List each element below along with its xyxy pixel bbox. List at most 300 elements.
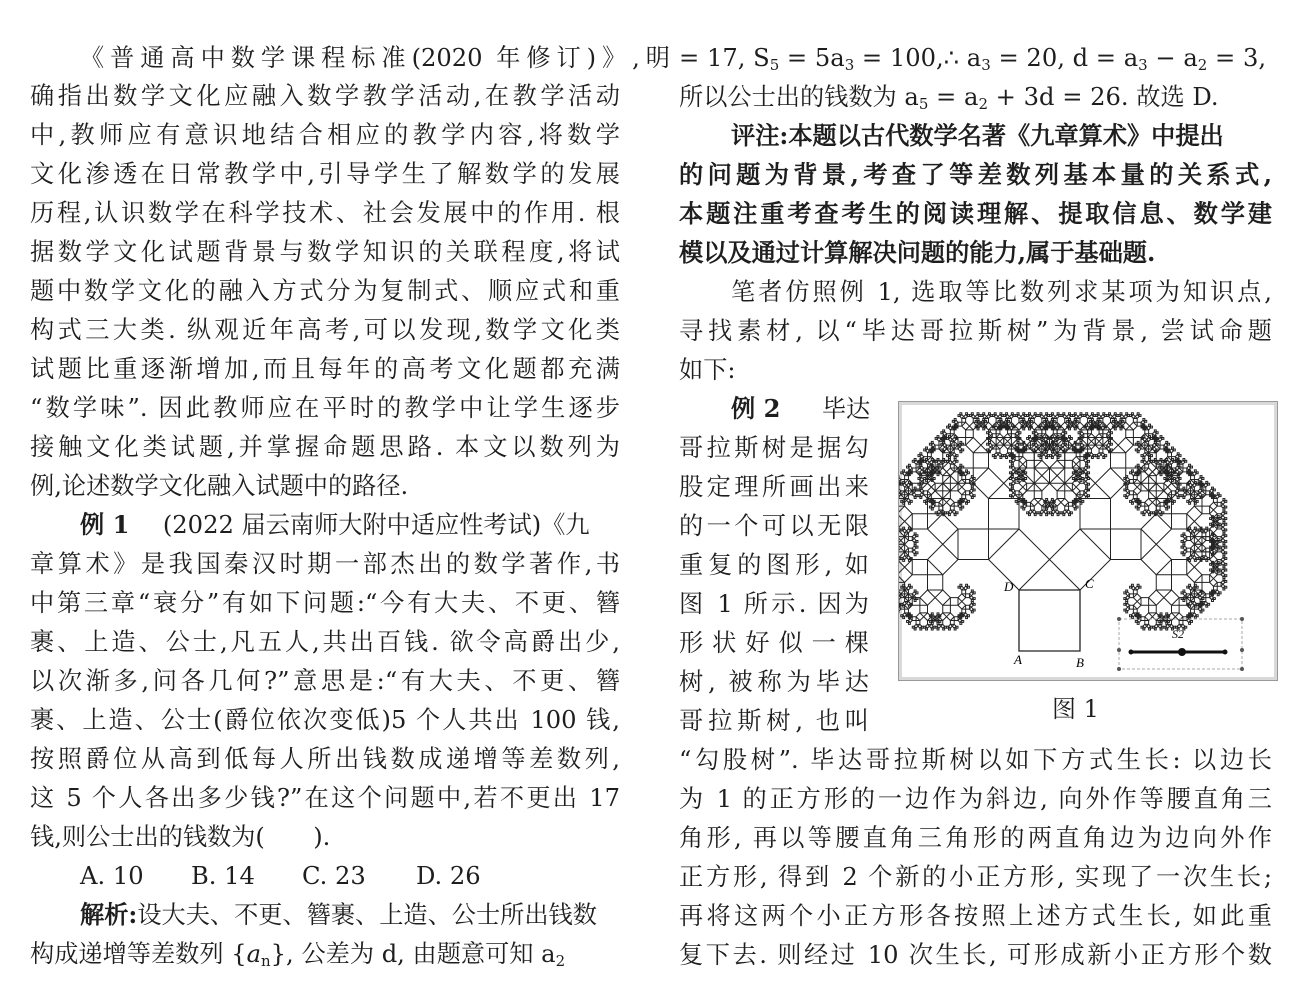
tree-square [1170,449,1174,453]
tree-square [975,415,979,419]
tree-square [1139,415,1141,417]
tree-square [966,594,970,598]
tree-square [1225,500,1227,502]
tree-square [1099,449,1103,453]
tree-square [1135,586,1139,590]
tree-square [1172,560,1187,575]
tree-square [1046,457,1048,459]
tree-square [1074,508,1076,510]
tree-square [1015,491,1019,495]
solution-continuation-line [679,39,1266,77]
example2-line: 再将这两个小正方形各按照上述方式生长, 如此重 [679,902,1272,930]
tree-square [1099,430,1103,434]
tree-square [941,449,943,451]
tree-square [1097,453,1101,457]
tree-square [1130,491,1134,495]
tree-square [1072,457,1080,465]
tree-square [1219,518,1221,520]
tree-square [1145,430,1149,434]
tree-square [1091,457,1093,459]
tree-square [958,422,962,426]
tree-square [1051,508,1053,510]
tree-square [1051,510,1055,514]
tree-square [901,500,903,502]
tree-square [1221,573,1225,577]
tree-square [950,506,954,510]
tree-square [1074,428,1076,430]
tree-square [914,554,916,556]
tree-square [931,613,933,615]
tree-square [1042,430,1046,434]
math-text: = 100,∴ a [854,44,982,72]
tree-square [1189,481,1191,483]
tree-square [1095,468,1126,499]
tree-square [1164,504,1168,508]
tree-square [1065,460,1073,468]
tree-square [954,514,956,516]
tree-square [1086,424,1088,426]
example2-line: 重复的图形, 如 [679,551,869,579]
tree-square [1130,479,1134,483]
tree-square [954,457,956,459]
tree-square [912,468,916,472]
tree-square [1088,466,1090,468]
tree-square [1009,415,1013,419]
tree-square [1084,458,1088,462]
tree-square [935,502,939,506]
example2-line: 图 1 所示. 因为 [679,590,869,618]
tree-square [1221,561,1225,565]
tree-square [907,621,909,623]
math-text: = 3, [1207,44,1267,72]
tree-square [1221,504,1225,508]
math-subscript: 5 [769,55,780,74]
tree-square [1131,584,1133,586]
tree-square [1204,483,1208,487]
tree-squares [899,413,1227,651]
tree-square [1053,430,1057,434]
tree-square [973,603,975,605]
tree-square [1160,502,1164,506]
tree-square [1191,466,1193,468]
tree-square [943,605,951,613]
tree-square [1183,592,1187,596]
tree-square [1051,451,1053,453]
tree-square [996,430,1000,434]
tree-square [920,478,924,482]
tree-square [1179,455,1181,457]
tree-square [1074,413,1076,415]
tree-square [1147,426,1151,430]
tree-square [1143,510,1147,514]
tree-square [924,478,926,480]
example2-line: 角形, 再以等腰直角三角形的两直角边为边向外作 [679,824,1272,852]
tree-square [989,430,991,432]
slider-end [1129,650,1134,655]
tree-square [1145,420,1147,422]
tree-square [1131,413,1133,415]
tree-square [958,504,962,508]
tree-square [960,622,962,624]
tree-square [971,611,973,613]
example2-text: 毕达 [821,395,871,423]
tree-square [1145,464,1149,468]
tree-square [966,617,968,619]
tree-square [924,500,926,502]
comment-line: 本题注重考查考生的阅读理解、提取信息、数学建 [679,199,1272,228]
tree-square [1029,428,1031,430]
tree-square [960,584,962,586]
tree-square [948,624,952,628]
example2-first-line [731,390,870,428]
tree-square [1198,596,1202,600]
vertex-label-a: A [1014,652,1022,667]
tree-square [958,601,966,609]
tree-square [1145,499,1153,507]
tree-square [1156,506,1160,510]
tree-square [1143,453,1147,457]
tree-square [1198,607,1202,611]
tree-square [971,413,973,415]
tree-square [1183,487,1185,489]
tree-square [907,586,911,590]
tree-square [1217,502,1221,506]
tree-square [1038,455,1040,457]
tree-square [983,413,985,415]
tree-square [1011,434,1015,438]
tree-square [956,460,958,462]
math-subscript: 2 [1197,55,1208,74]
tree-square [931,441,933,443]
math-text: = 20, d = a [990,44,1139,72]
tree-square [1202,592,1204,594]
tree-square [1213,489,1215,491]
tree-square [1149,628,1151,630]
comment-line: 的问题为背景,考查了等差数列基本量的关系式, [679,160,1272,189]
tree-square [1225,546,1227,548]
tree-square [1137,441,1139,443]
tree-square [899,544,901,552]
tree-square [920,466,924,470]
tree-square [1189,499,1193,503]
tree-square [1149,605,1157,613]
tree-square [1137,464,1139,466]
tree-square [1219,563,1221,565]
tree-square [1141,598,1149,606]
math-text: = 5a [779,44,845,72]
tree-square [912,514,927,529]
tree-square [1166,508,1168,510]
tree-square [1137,422,1141,426]
tree-square [958,487,966,495]
tree-square [901,615,903,617]
tree-square [1177,497,1179,499]
tree-square [1192,483,1196,487]
comment-first-line [731,117,1224,155]
tree-square [1143,458,1145,460]
tree-square [1032,449,1034,451]
tree-square [968,586,970,588]
tree-square [1090,415,1094,419]
tree-square [937,436,939,438]
solution-continuation-line [679,78,1219,116]
tree-square [1124,495,1126,497]
tree-square [1019,453,1023,457]
tree-square [1027,460,1035,468]
tree-square [1145,621,1149,625]
tree-square [1206,491,1210,495]
tree-square [1088,449,1092,453]
tree-square [1217,594,1219,596]
tree-square [928,453,932,457]
tree-square [1124,415,1128,419]
tree-square [1141,544,1172,575]
tree-square [912,626,914,628]
tree-square [1154,624,1158,628]
tree-square [1065,506,1069,510]
tree-square [1029,413,1031,415]
tree-square [1135,449,1137,451]
tree-square [950,464,954,468]
tree-square [973,489,975,491]
example1-line: 钱,则公士出的钱数为( ). [30,823,331,851]
math-var: a [246,940,261,968]
tree-square [928,544,959,575]
tree-square [1219,540,1221,542]
tree-square [1124,598,1126,600]
tree-square [1006,413,1008,415]
tree-square [964,586,968,590]
intro-line: 题中数学文化的融入方式分为复制式、顺应式和重 [30,277,620,305]
tree-square [1023,443,1027,447]
tree-square [1040,413,1042,415]
example2-line: 正方形, 得到 2 个新的小正方形, 实现了一次生长; [679,863,1272,891]
tree-square [1189,622,1191,624]
tree-square [1130,500,1132,502]
tree-square [1160,464,1162,466]
tree-square [908,537,912,541]
vertex-label-d: D [1004,579,1014,594]
example2-line: 为 1 的正方形的一边作为斜边, 向外作等腰直角三 [679,785,1272,813]
tree-square [989,499,1020,530]
tree-square [926,624,930,628]
tree-square [937,622,939,624]
tree-square [987,415,991,419]
tree-square [920,455,924,459]
pythagoras-tree-figure [898,401,1278,681]
tree-square [1080,457,1084,461]
tree-square [1103,457,1105,459]
tree-square [1200,611,1202,613]
tree-square [966,479,970,483]
tree-square [989,432,993,436]
tree-square [943,430,945,432]
tree-square [1126,430,1134,438]
tree-square [1051,413,1053,415]
tree-square [1076,453,1080,457]
tree-square [1158,438,1162,442]
tree-square [903,601,907,605]
tree-square [1130,605,1134,609]
tree-square [1221,516,1225,520]
tree-square [1046,514,1048,516]
tree-square [1204,529,1208,533]
tree-square [1170,460,1174,464]
comment-text: 本题以古代数学名著《九章算术》中提出 [788,121,1224,150]
tree-square [918,483,920,485]
tree-square [1061,499,1069,507]
tree-square [1143,436,1145,438]
tree-square [908,464,910,466]
tree-square [1164,487,1172,495]
tree-square [931,628,933,630]
tree-square [962,609,966,613]
tree-square [943,432,947,436]
tree-square [1196,472,1198,474]
comment-line: 模以及通过计算解决问题的能力,属于基础题. [679,238,1156,267]
tree-square [996,449,1000,453]
tree-square [1057,514,1059,516]
slider-label: S2 [1172,627,1184,641]
tree-square [966,491,970,495]
solution-first-line [80,896,597,934]
tree-square [1126,478,1130,482]
tree-square [1040,510,1044,514]
tree-square [1210,596,1214,600]
tree-square [960,413,962,415]
math-subscript: 5 [918,94,929,113]
tree-square [928,487,936,495]
tree-square [1133,609,1137,613]
tree-square [899,567,912,582]
tree-square [1017,413,1019,415]
tree-square [908,605,910,607]
example2-line: 树, 被称为毕达 [679,668,869,696]
math-subscript: 3 [844,55,855,74]
tree-square [1131,613,1135,617]
tree-square [1133,487,1141,495]
tree-square [958,619,962,623]
tree-square [1187,567,1202,582]
tree-square [1149,514,1151,516]
tree-square [914,497,916,499]
intro-line: 试题比重逐渐增加,而且每年的高考文化题都充满 [30,355,620,383]
tree-square [962,418,966,422]
tree-square [1141,626,1143,628]
tree-square [1133,601,1141,609]
tree-square [1156,432,1158,434]
tree-square [1025,472,1027,474]
tree-square [1019,457,1027,465]
tree-square [1208,483,1210,485]
tree-square [958,594,966,602]
tree-square [1181,540,1183,542]
comment-label: 评注: [731,121,789,150]
tree-square [1030,499,1038,507]
tree-square [912,617,916,621]
tree-square [1160,445,1164,449]
solution-line-2 [30,935,565,973]
tree-square [1192,472,1196,476]
tree-square [903,556,907,560]
tree-square [964,415,968,419]
tree-square [1067,415,1071,419]
tree-square [1206,537,1210,541]
tree-square [918,495,920,497]
tree-square [1084,481,1088,485]
tree-square [905,476,909,480]
tree-square [1210,569,1212,571]
frame-handle [1117,667,1121,671]
tree-square [1191,609,1195,613]
tree-square [969,493,973,497]
paragraph-line: 笔者仿照例 1, 选取等比数列求某项为知识点, [731,278,1272,306]
intro-line: 构式三大类. 纵观近年高考,可以发现,数学文化类 [30,316,620,344]
tree-square [1206,594,1210,598]
tree-square [912,550,916,554]
example1-line: 裹、上造、公士(爵位依次变低)5 个人共出 100 钱, [30,706,620,734]
example1-line: 这 5 个人各出多少钱?”在这个问题中,若不更出 17 [30,784,620,812]
tree-square [1208,529,1210,531]
tree-square [1032,415,1036,419]
tree-square [1126,590,1128,592]
tree-square [1130,615,1132,617]
tree-square [960,508,962,510]
example2-line: “勾股树”. 毕达哥拉斯树以如下方式生长: 以边长 [679,746,1272,774]
example2-line: 哥拉斯树是据勾 [679,434,869,462]
tree-square [954,420,958,424]
tree-square [1009,495,1011,497]
tree-square [994,413,996,415]
tree-square [1126,603,1130,607]
example2-line: 股定理所画出来 [679,473,869,501]
tree-square [1019,590,1080,651]
tree-square [948,510,952,514]
tree-square [1131,470,1133,472]
intro-line: 据数学文化试题背景与数学知识的关联程度,将试 [30,238,620,266]
tree-square [1191,476,1195,480]
tree-square [1215,495,1219,499]
tree-square [1185,460,1187,462]
tree-square [1133,590,1137,594]
tree-square [1069,418,1071,420]
tree-square [920,489,924,493]
example1-line: 中第三章“衰分”有如下问题:“今有大夫、不更、簪 [30,589,620,617]
tree-square [908,548,912,552]
tree-square [1080,443,1084,447]
tree-square [1213,535,1215,537]
tree-square [1091,418,1093,420]
example1-label: 例 1 [80,510,130,539]
tree-square [935,590,950,605]
tree-square [954,502,958,506]
math-subscript: n [261,951,271,970]
tree-square [1000,418,1002,420]
tree-square [1217,582,1221,586]
tree-square [954,617,958,621]
tree-square [1202,478,1204,480]
tree-square [1196,586,1198,588]
tree-square [977,418,979,420]
tree-square [1212,600,1214,602]
tree-square [1141,514,1172,545]
tree-square [1023,418,1025,420]
tree-square [1126,489,1130,493]
tree-square [935,512,937,514]
tree-square [1219,495,1221,497]
tree-square [973,592,975,594]
tree-square [1019,487,1027,495]
